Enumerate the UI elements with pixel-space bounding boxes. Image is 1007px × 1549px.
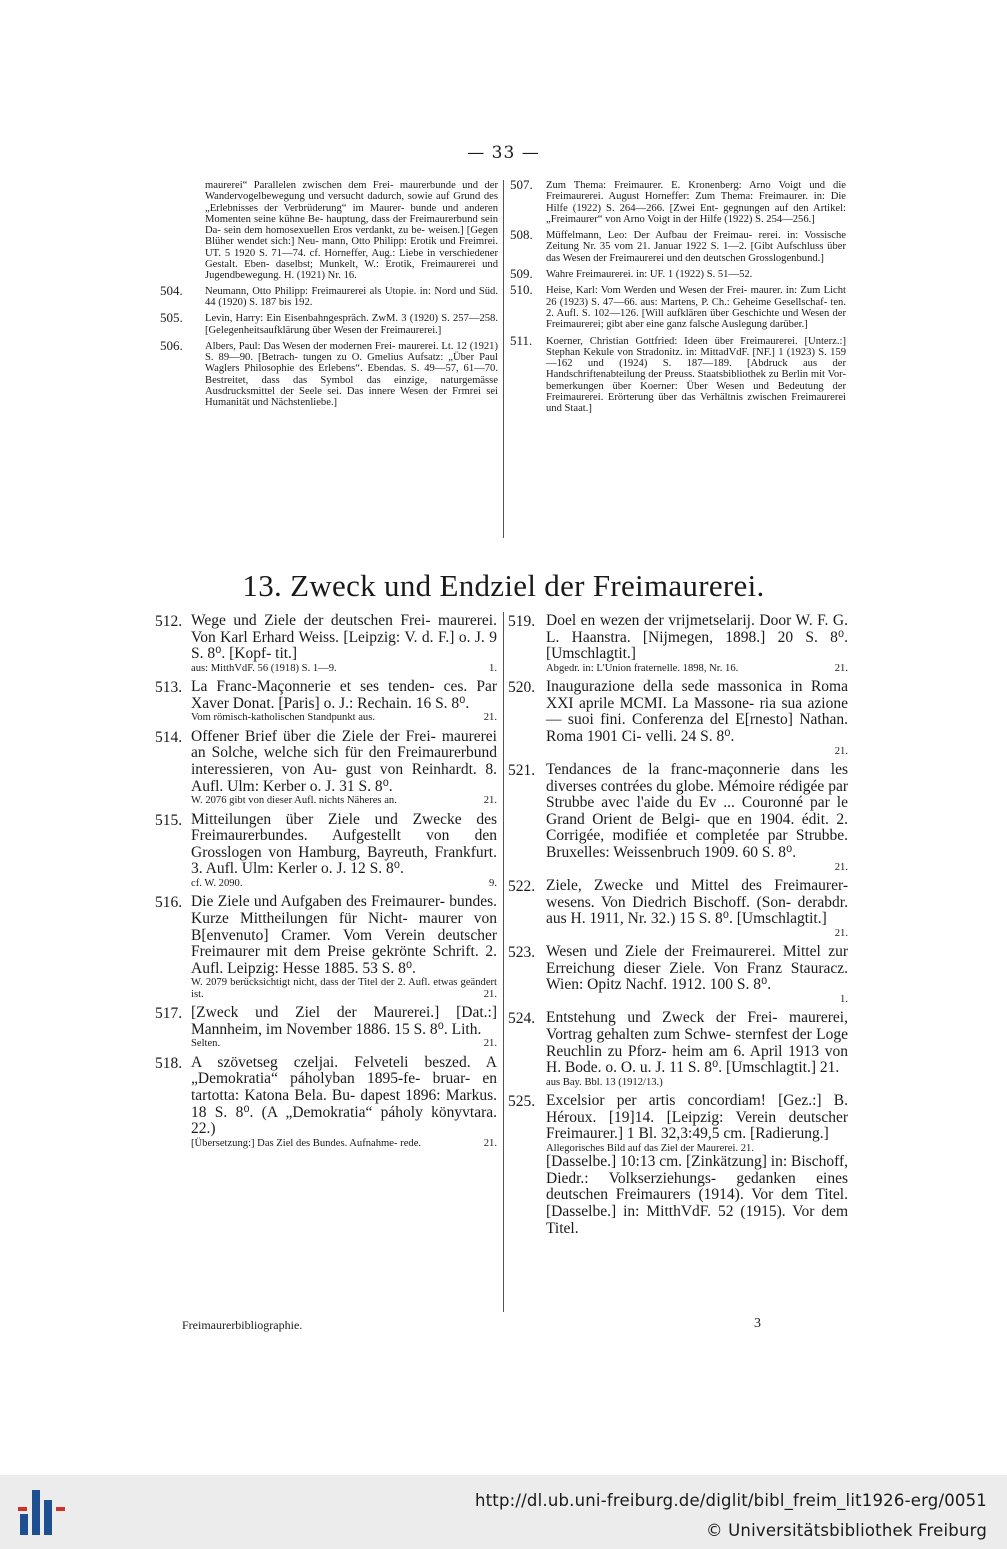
entry-note	[191, 712, 497, 723]
bibliography-entry	[508, 1010, 848, 1088]
bottom-left-column	[155, 613, 497, 1154]
bibliography-entry	[510, 282, 846, 331]
entry-text: Neumann, Otto Philipp: Freimaurerei als Utopie. in: Nord und Süd. 44 (1920) S. 187 bis 192.	[205, 285, 498, 308]
bibliography-entry	[508, 944, 848, 1005]
bibliography-entry	[160, 282, 498, 309]
entry-number: 520.	[508, 679, 536, 697]
entry-text: Levin, Harry: Ein Eisenbahngespräch. ZwM. 3 (1920) S. 257—258. [Gelegenheitsaufklärung über Wesen der Freimaurerei.]	[205, 313, 498, 336]
source-url-link[interactable]: http://dl.ub.uni-freiburg.de/diglit/bibl_freim_lit1926-erg/0051	[474, 1491, 987, 1510]
library-ref: 21.	[483, 795, 497, 807]
ub-freiburg-logo-icon	[18, 1490, 68, 1535]
note-text: aus Bay. Bbl. 13 (1912/13.)	[546, 1076, 663, 1088]
library-ref: 21.	[834, 861, 848, 873]
top-right-column	[510, 177, 846, 420]
note-text: Vom römisch-katholischen Standpunkt aus.	[191, 712, 375, 724]
section-heading: 13. Zweck und Endziel der Freimaurerei.	[242, 568, 765, 603]
entry-number: 514.	[155, 728, 183, 746]
entry-note	[546, 928, 848, 939]
library-ref: 21.	[483, 988, 497, 1000]
entry-note	[546, 862, 848, 873]
entry-text: A szövetseg czeljai. Felveteli beszed. A „Demokratia“ páholyban 1895-fe- bruar- en tartotta: Katona Bela. Bu- dapest 1896: Markus. 18 S. 8⁰. (A „Demokratia“ páholy könyvtara. 22.)	[191, 1053, 497, 1138]
entry-note	[546, 1077, 848, 1088]
note-text: Abgedr. in: L'Union fraternelle. 1898, Nr. 16.	[546, 662, 739, 674]
entry-note	[191, 1138, 497, 1149]
bibliography-entry	[510, 227, 846, 264]
entry-text: Zum Thema: Freimaurer. E. Kronenberg: Arno Voigt und die Freimaurerei. August Horneffer: Zum Thema: Freimaurer. in: Die Hilfe (1922) S. 264—266. [Zwei Ent- gegnungen auf den Artikel: „Freimaurer“ von Arno Voigt in der Hilfe (1922) S. 254—256.]	[546, 180, 846, 225]
entry-text: Entstehung und Zweck der Frei- maurerei, Vortrag gehalten zum Schwe- sternfest der Loge Reuchlin zu Pforz- heim am 6. April 1913 von H. Bode. o. O. u. J. 11 S. 8⁰. [Umschlagtit.] 21.	[546, 1009, 848, 1077]
entry-number: 519.	[508, 613, 536, 630]
bibliography-entry	[155, 1005, 497, 1050]
entry-note	[546, 663, 848, 674]
footer-sheet-number: 3	[754, 1316, 761, 1331]
bibliography-entry	[160, 310, 498, 336]
entry-text: La Franc-Maçonnerie et ses tenden- ces. Par Xaver Donat. [Paris] o. J.: Rechain. 16 S. 8⁰.	[191, 678, 497, 712]
entry-note	[546, 994, 848, 1005]
bibliography-entry	[508, 878, 848, 939]
entry-number: 525.	[508, 1093, 536, 1111]
entry-text: Doel en wezen der vrijmetselarij. Door W. F. G. L. Haanstra. [Nijmegen, 1898.] 20 S. 8⁰. [Umschlagtit.]	[546, 612, 848, 663]
library-ref: 21.	[834, 745, 848, 757]
bibliography-entry	[508, 679, 848, 757]
entry-number: 523.	[508, 944, 536, 962]
page-number: — 33 —	[467, 143, 540, 163]
entry-note	[191, 1038, 497, 1049]
entry-text: Offener Brief über die Ziele der Frei- maurerei an Solche, welche sich für den Freimaurerbund interessieren, von Au- gust von Reinhardt. 8. Aufl. Ulm: Kerber o. J. 31 S. 8⁰.	[191, 727, 497, 795]
bibliography-entry	[508, 613, 848, 674]
entry-text: Excelsior per artis concordiam! [Gez.:] B. Héroux. [19]14. [Leipzig: Verein deutscher Freimaurer.] 1 Bl. 32,3:49,5 cm. [Radierung.]	[546, 1092, 848, 1143]
copyright-notice: © Universitätsbibliothek Freiburg	[705, 1521, 987, 1540]
entry-text: Ziele, Zwecke und Mittel des Freimaurer- wesens. Von Diedrich Bischoff. (Son- derabdr. aus H. 1911, Nr. 32.) 15 S. 8⁰. [Umschlagtit.]	[546, 876, 848, 928]
entry-text: Müffelmann, Leo: Der Aufbau der Freimau- rerei. in: Vossische Zeitung Nr. 35 vom 21. Januar 1922 S. 1—2. [Gibt Aufschluss über das Wesen der Freimaurerei und den deutschen Grosslogenbund.]	[546, 230, 846, 264]
top-left-column	[160, 180, 498, 414]
library-ref: 21.	[483, 712, 497, 724]
note-text: Selten.	[191, 1038, 221, 1050]
note-text: [Übersetzung:] Das Ziel des Bundes. Aufnahme- rede.	[191, 1137, 422, 1149]
entry-number: 521.	[508, 761, 536, 779]
bibliography-entry	[160, 337, 498, 409]
bibliography-entry	[510, 266, 846, 282]
entry-note	[191, 663, 497, 674]
entry-number: 515.	[155, 811, 183, 829]
note-text: cf. W. 2090.	[191, 877, 243, 889]
entry-number: 517.	[155, 1005, 183, 1023]
entry-number: 512.	[155, 613, 183, 630]
bibliography-entry	[155, 894, 497, 1000]
entry-number: 504.	[160, 282, 183, 298]
bibliography-entry	[155, 613, 497, 674]
entry-additional-text: [Dasselbe.] 10:13 cm. [Zinkätzung] in: Bischoff, Diedr.: Volkserziehungs- gedanken eines deutschen Freimaurers (1914). Vor dem Titel. [Dasselbe.] in: MitthVdF. 52 (1915). Vor dem Titel.	[546, 1153, 848, 1237]
entry-number: 524.	[508, 1010, 536, 1028]
bibliography-entry	[155, 812, 497, 890]
bibliography-entry	[155, 729, 497, 807]
column-divider-bottom	[503, 612, 504, 1312]
library-ref: 1.	[840, 993, 848, 1005]
entry-text: Inaugurazione della sede massonica in Roma XXI aprile MCMI. La Massone- ria sua azione — suoi fini. Conferenza del E[rnesto] Nathan. Roma 1901 Ci- velli. 24 S. 8⁰.	[546, 678, 848, 745]
library-ref: 21.	[483, 1038, 497, 1050]
entry-note	[191, 795, 497, 806]
entry-number: 522.	[508, 877, 536, 895]
entry-text: Tendances de la franc-maçonnerie dans les diverses contrées du globe. Mémoire rédigée par Strubbe avec l'aide du Ev ... Couronné par le Grand Orient de Belgi- que en 1904. édit. 2. Corrigée, modifiée et completée par Strubbe. Bruxelles: Weissenbruch 1909. 60 S. 8⁰.	[546, 760, 848, 861]
footer-signature: Freimaurerbibliographie.	[182, 1318, 303, 1332]
bibliography-entry	[155, 1055, 497, 1149]
library-ref: 21.	[834, 662, 848, 674]
entry-note	[546, 746, 848, 757]
entry-text: [Zweck und Ziel der Maurerei.] [Dat.:] Mannheim, im November 1886. 15 S. 8⁰. Lith.	[191, 1004, 497, 1038]
bibliography-entry	[508, 1093, 848, 1237]
entry-text: Wege und Ziele der deutschen Frei- maurerei. Von Karl Erhard Weiss. [Leipzig: V. d. F.] o. J. 9 S. 8⁰. [Kopf- tit.]	[191, 612, 497, 663]
entry-number: 513.	[155, 679, 183, 697]
note-text: W. 2079 berücksichtigt nicht, dass der Titel der 2. Aufl. etwas geändert ist.	[191, 977, 497, 1000]
entry-text: Wahre Freimaurerei. in: UF. 1 (1922) S. 51—52.	[546, 269, 753, 281]
library-ref: 21.	[483, 1137, 497, 1149]
note-text: Allegorisches Bild auf das Ziel der Maurerei. 21.	[546, 1142, 754, 1154]
entry-text: Die Ziele und Aufgaben des Freimaurer- bundes. Kurze Mittheilungen für Nicht- maurer von B[envenuto] Cramer. Vom Verein deutscher Freimaurer mit dem Preise gekrönte Schrift. 2. Aufl. Leipzig: Hesse 1885. 53 S. 8⁰.	[191, 893, 497, 977]
note-text: W. 2076 gibt von dieser Aufl. nichts Näheres an.	[191, 795, 397, 807]
entry-note	[191, 878, 497, 889]
note-text: aus: MitthVdF. 56 (1918) S. 1—9.	[191, 662, 337, 674]
entry-number: 505.	[160, 310, 183, 326]
entry-number: 516.	[155, 894, 183, 912]
entry-number: 508.	[510, 227, 533, 243]
entry-text: Koerner, Christian Gottfried: Ideen über Freimaurerei. [Unterz.:] Stephan Kekule von Stradonitz. in: MittadVdF. [NF.] 1 (1923) S. 159—162 und (1924) S. 187—189. [Abdruck aus der Handschriftenabteilung der Preuss. Staatsbibliothek zu Berlin mit Vor- bemerkungen über Koerner: Über Wesen und Bedeutung der Freimaurerei. Erörterung über das Verhältnis zwischen Freimaurerei und Staat.]	[546, 335, 846, 415]
entry-number: 518.	[155, 1054, 183, 1072]
bibliography-entry	[508, 762, 848, 873]
bibliography-entry	[510, 177, 846, 225]
entry-number: 506.	[160, 337, 183, 353]
bibliography-entry	[510, 332, 846, 415]
library-ref: 1.	[489, 662, 497, 674]
library-ref: 21.	[834, 927, 848, 939]
bibliography-entry	[155, 679, 497, 724]
library-ref: 9.	[489, 877, 497, 889]
entry-number: 507.	[510, 177, 533, 192]
entry-number: 511.	[510, 332, 533, 348]
entry-text: Wesen und Ziele der Freimaurerei. Mittel zur Erreichung dieser Ziele. Von Franz Stauracz. Wien: Opitz Nachf. 1912. 100 S. 8⁰.	[546, 943, 848, 994]
continued-entry-text: maurerei“ Parallelen zwischen dem Frei- maurerbunde und der Wandervogelbewegung und versucht dadurch, sowie auf Grund des „Erlebnisses der Verbrüderung“ im Maurer- bunde und anderen Momenten seine kühne Be- hauptung, dass der Freimaurerbund sein Da- sein dem homosexuellen Eros verdankt, zu be- weisen.] [Gegen Blüher wendet sich:] Neu- mann, Otto Philipp: Erotik und Freimrei. UT. 5 1920 S. 71—74. cf. Horneffer, Aug.: Liebe in verschiedener Gestalt. Eben- daselbst; Munkelt, W.: Erotik, Freimaurerei und Jugendbewegung. H. (1921) Nr. 16.	[205, 180, 498, 282]
entry-text: Heise, Karl: Vom Werden und Wesen der Frei- maurer. in: Zum Licht 26 (1923) S. 47—66. aus: Martens, P. Ch.: Geheime Gesellschaf- ten. 2. Aufl. S. 102—126. [Will aufklären über Geschichte und Wesen der Freimaurerei; gibt aber eine ganz falsche Auslegung darüber.]	[546, 285, 846, 331]
column-divider-top	[503, 180, 504, 538]
entry-text: Mitteilungen über Ziele und Zwecke des Freimaurerbundes. Aufgestellt von den Grosslogen von Hamburg, Bayreuth, Frankfurt. 3. Aufl. Ulm: Kerler o. J. 12 S. 8⁰.	[191, 810, 497, 878]
entry-number: 510.	[510, 282, 533, 298]
library-footer-bar	[0, 1475, 1007, 1549]
entry-text: Albers, Paul: Das Wesen der modernen Frei- maurerei. Lt. 12 (1921) S. 89—90. [Betrach- tungen zu O. Gmelius Aufsatz: „Über Paul Waglers Philosophie des Erlebens“. Ebendas. S. 49—57, 61—70. Bestreitet, dass das Symbol das einzige, naturgemässe Ausdrucksmittel der Seele sei. Das innere Wesen der Frmrei sei Humanität und Nächstenliebe.]	[205, 340, 498, 409]
bottom-right-column	[508, 613, 848, 1242]
entry-note	[191, 977, 497, 1000]
entry-number: 509.	[510, 266, 533, 282]
